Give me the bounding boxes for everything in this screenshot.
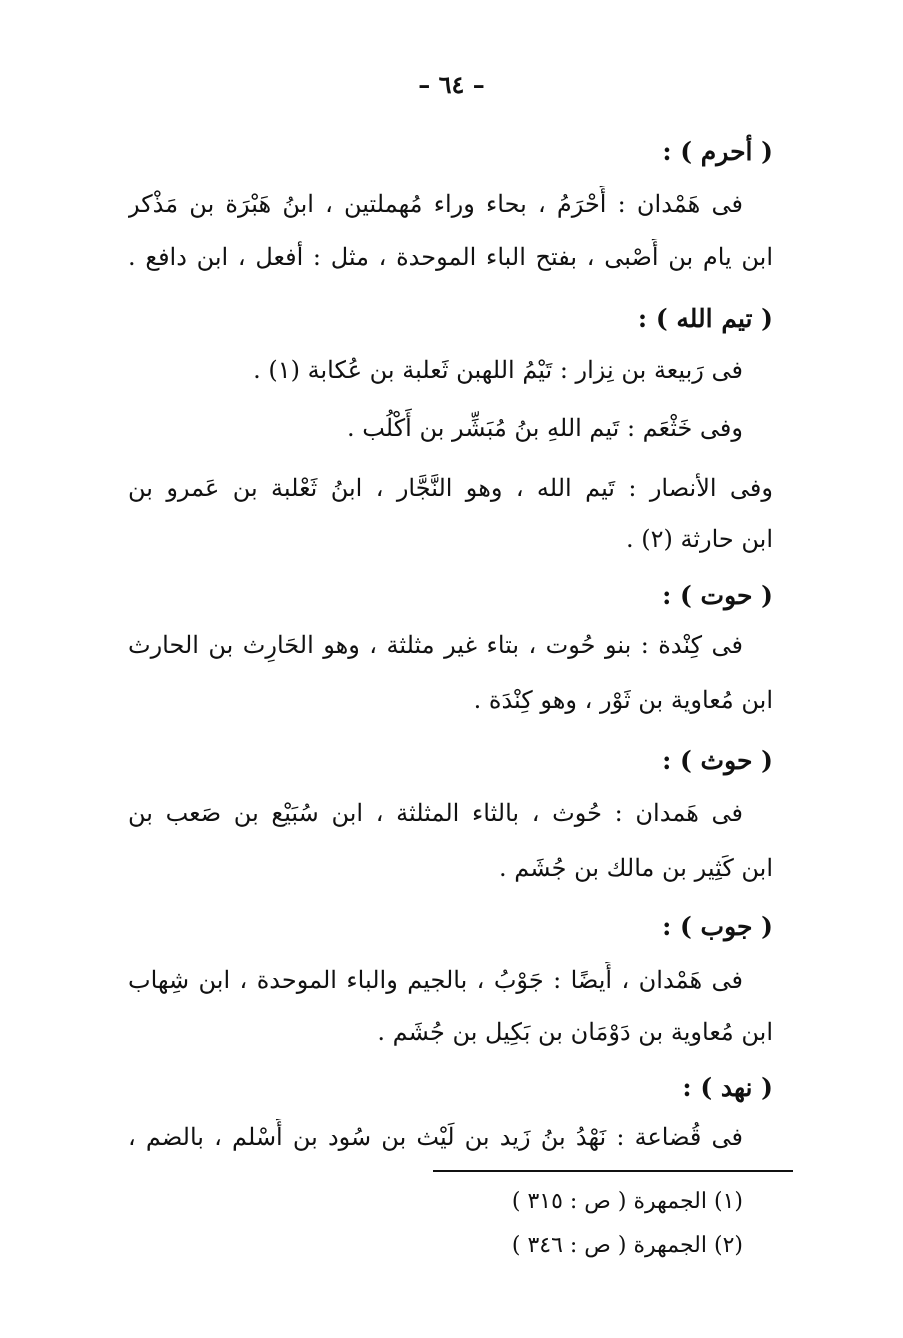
entry-text-line: فى رَبيعة بن نِزار : تَيْمُ اللهبن ثَعلبة بن عُكابة (١) .	[253, 356, 743, 384]
entry-heading: ( جوب ) :	[662, 912, 773, 941]
footnote: (٢) الجمهرة ( ص : ٣٤٦ )	[511, 1233, 743, 1258]
entry-text-line: فى كِنْدة : بنو حُوت ، بتاء غير مثلثة ، وهو الحَارِث بن الحارث	[128, 631, 743, 659]
entry-text-line: فى هَمْدان : أَحْرَمُ ، بحاء وراء مُهملتين ، ابنُ هَبْرَة بن مَذْكر	[128, 190, 743, 218]
entry-heading: ( أحرم ) :	[662, 137, 773, 166]
entry-text-line: ابن مُعاوية بن ثَوْر ، وهو كِنْدَة .	[473, 686, 773, 714]
entry-text-line: وفى الأنصار : تَيم الله ، وهو النَّجَّار ، ابنُ ثَعْلبة بن عَمرو بن	[128, 474, 773, 502]
entry-heading: ( تيم الله ) :	[637, 304, 773, 333]
entry-heading: ( حوت ) :	[662, 581, 773, 610]
entry-text-line: ابن كَثِير بن مالك بن جُشَم .	[499, 854, 773, 882]
entry-text-line: ابن حارثة (٢) .	[625, 525, 773, 553]
entry-text-line: وفى خَثْعَم : تَيم اللهِ بنُ مُبَشِّر بن أَكْلُب .	[346, 414, 743, 442]
entry-text-line: فى هَمدان : حُوث ، بالثاء المثلثة ، ابن سُبَيْع بن صَعب بن	[128, 799, 743, 827]
footnote-divider	[433, 1170, 793, 1172]
page-number: – ٦٤ –	[418, 70, 485, 99]
entry-text-line: ابن يام بن أَصْبى ، بفتح الباء الموحدة ، مثل : أفعل ، ابن دافع .	[128, 243, 773, 271]
entry-text-line: فى هَمْدان ، أَيضًا : جَوْبُ ، بالجيم والباء الموحدة ، ابن شِهاب	[128, 966, 743, 994]
entry-heading: ( نهد ) :	[682, 1073, 773, 1102]
entry-text-line: فى قُضاعة : نَهْدُ بنُ زَيد بن لَيْث بن سُود بن أَسْلم ، بالضم ،	[128, 1123, 743, 1151]
entry-text-line: ابن مُعاوية بن دَوْمَان بن بَكِيل بن جُشَم .	[377, 1018, 773, 1046]
entry-heading: ( حوث ) :	[662, 746, 773, 775]
footnote: (١) الجمهرة ( ص : ٣١٥ )	[511, 1189, 743, 1214]
